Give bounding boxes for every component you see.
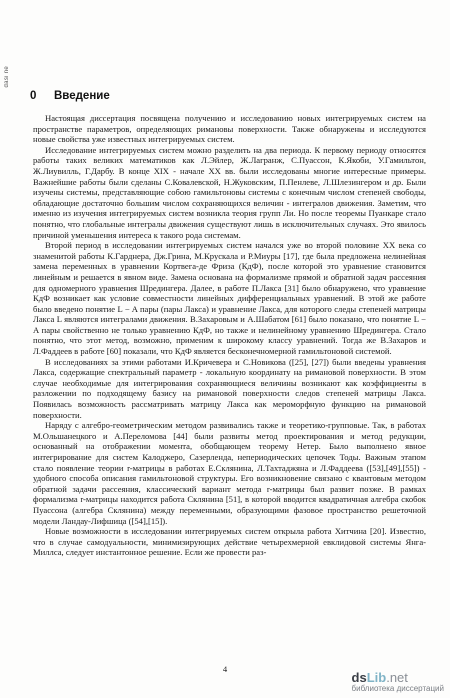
section-number: 0	[30, 90, 37, 102]
section-heading	[30, 90, 110, 102]
watermark-logo-lib: Lib	[366, 670, 387, 685]
watermark-logo-ds: ds	[351, 670, 367, 685]
watermark-logo	[352, 672, 444, 683]
body-text	[33, 113, 426, 558]
section-title: Введение	[54, 90, 110, 102]
paragraph: В исследованиях за этими работами И.Кричевера и С.Новикова ([25], [27]) были введены уравнения Лакса, содержащие спектральный параметр - локальную координату на римановой поверхности. В этом случае необходимые для интегрирования сохраняющиеся величины возникают как коэффициенты в разложении по подходящему базису на римановой поверхности следов степеней матрицы Лакса. Появилась возможность рассматривать матрицу Лакса как мероморфную функцию на римановой поверхности.	[33, 356, 426, 420]
paragraph: Наряду с алгебро-геометрическим методом развивались также и теоретико-групповые. Так, в работах М.Ольшанецкого и А.Переломова [44] были развиты метод проектирования и метод редукции, основанный на отображении момента, обобщающем теорему Нетер. Было выполнено явное интегрирование для систем Калоджеро, Сазерленда, непериодических цепочек Тоды. Важным этапом стало появление теории r-матрицы в работах Е.Склянина, Л.Тахтаджяна и Л.Фаддеева ([53],[49],[55]) - удобного способа описания гамильтоновой структуры. Его возникновение связано с квантовым методом обратной задачи рассеяния, классический вариант метода r-матрицы был развит позже. В рамках формализма r-матрицы находится работа Склянина [51], в которой вводится квадратичная алгебра скобок Пуассона (алгебра Склянина) между переменными, образующими фазовое пространство решеточной модели Ландау-Лифшица ([54],[15]).	[33, 420, 426, 526]
paragraph: Второй период в исследовании интегрируемых систем начался уже во второй половине XX века со знаменитой работы К.Гарднера, Дж.Грина, М.Крускала и Р.Миуры [17], где была предложена нелинейная замена переменных в уравнении Кортвега-де Фриза (КдФ), после которой это уравнение становится линейным и решается в явном виде. Замена основана на формализме прямой и обратной задач рассеяния для одномерного уравнения Шредингера. Далее, в работе П.Лакса [31] было обнаружено, что уравнение КдФ возникает как условие совместности линейных дифференциальных уравнений. В этой же работе было введено понятие L − A пары (пары Лакса) и уравнение Лакса, для которого следы степеней матрицы Лакса L являются интегралами движения. В.Захаровым и А.Шабатом [61] было показано, что понятие L − A пары свойственно не только уравнению КдФ, но также и нелинейному уравнению Шредингера. Стало понятно, что этот метод, возможно, применим к широкому классу уравнений. Тогда же В.Захаров и Л.Фаддеев в работе [60] показали, что КдФ является бесконечномерной гамильтоновой системой.	[33, 240, 426, 357]
watermark-tagline: библиотека диссертаций	[351, 684, 444, 693]
watermark-logo-domain: .net	[386, 670, 408, 685]
page-number: 4	[222, 664, 228, 674]
paragraph: Настоящая диссертация посвящена получению и исследованию новых интегрируемых систем на пространстве параметров, определяющих римановы поверхности. Также обнаружены и исследуются новые свойства уже известных интегрируемых систем.	[33, 113, 426, 145]
paragraph: Новые возможности в исследовании интегрируемых систем открыла работа Хитчина [20]. Известно, что в случае самодуальности, минимизирующих действие четырехмерной евклидовой системы Янга-Миллса, следует инстантонное решение. Если же провести раз-	[33, 526, 426, 558]
margin-note: dasi ne	[4, 66, 10, 88]
dslib-watermark	[352, 672, 444, 694]
paragraph: Исследование интегрируемых систем можно разделить на два периода. К первому периоду относятся работы таких великих математиков как Л.Эйлер, Ж.Лагранж, С.Пуассон, К.Якоби, У.Гамильтон, Ж.Лиувилль, Г.Дарбу. В конце XIX - начале XX вв. были исследованы многие интересные примеры. Важнейшие работы были сделаны С.Ковалевской, Н.Жуковским, П.Пенлеве, Л.Шлезингером и др. Были изучены системы, представляющие собою гамильтоновы системы с конечным числом степеней свободы, обладающие достаточно большим числом сохраняющихся величин - интегралов движения. Заметим, что именно из изучения интегрируемых систем возникла теория групп Ли. Но после теоремы Пуанкаре стало понятно, что глобальные интегралы движения существуют лишь в исключительных случаях. Это явилось причиной уменьшения интереса к такого рода системам.	[33, 144, 426, 240]
